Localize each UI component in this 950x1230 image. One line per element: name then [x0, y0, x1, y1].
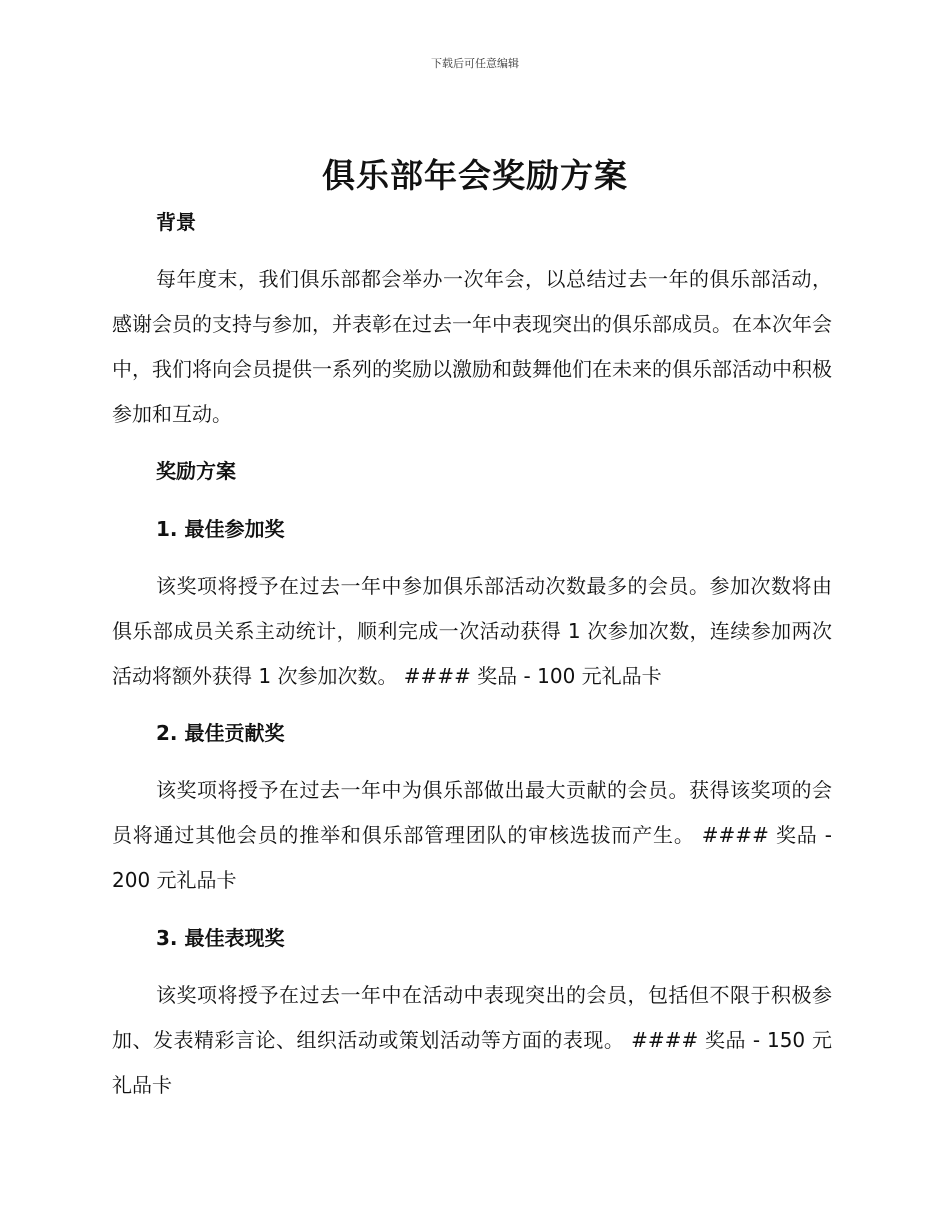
- award-heading-best-participation: 1. 最佳参加奖: [156, 517, 285, 541]
- paragraph-best-contribution: 该奖项将授予在过去一年中为俱乐部做出最大贡献的会员。获得该奖项的会员将通过其他会员的推举和俱乐部管理团队的审核选拔而产生。 #### 奖品 - 200 元礼品卡: [112, 778, 832, 892]
- award-heading-best-contribution: 2. 最佳贡献奖: [156, 721, 285, 745]
- paragraph-best-performance: 该奖项将授予在过去一年中在活动中表现突出的会员，包括但不限于积极参加、发表精彩言论、组织活动或策划活动等方面的表现。 #### 奖品 - 150 元礼品卡: [112, 983, 832, 1097]
- award-heading-best-performance: 3. 最佳表现奖: [156, 926, 285, 950]
- section-heading-background: 背景: [156, 210, 196, 234]
- paragraph-background: 每年度末，我们俱乐部都会举办一次年会，以总结过去一年的俱乐部活动，感谢会员的支持与参加，并表彰在过去一年中表现突出的俱乐部成员。在本次年会中，我们将向会员提供一系列的奖励以激励和鼓舞他们在未来的俱乐部活动中积极参加和互动。: [112, 267, 832, 426]
- section-heading-scheme: 奖励方案: [156, 459, 236, 483]
- page-title: 俱乐部年会奖励方案: [322, 156, 628, 195]
- header-note: 下载后可任意编辑: [431, 57, 519, 70]
- paragraph-best-participation: 该奖项将授予在过去一年中参加俱乐部活动次数最多的会员。参加次数将由俱乐部成员关系主动统计，顺利完成一次活动获得 1 次参加次数，连续参加两次活动将额外获得 1 次参加次数。 #### 奖品 - 100 元礼品卡: [112, 574, 832, 688]
